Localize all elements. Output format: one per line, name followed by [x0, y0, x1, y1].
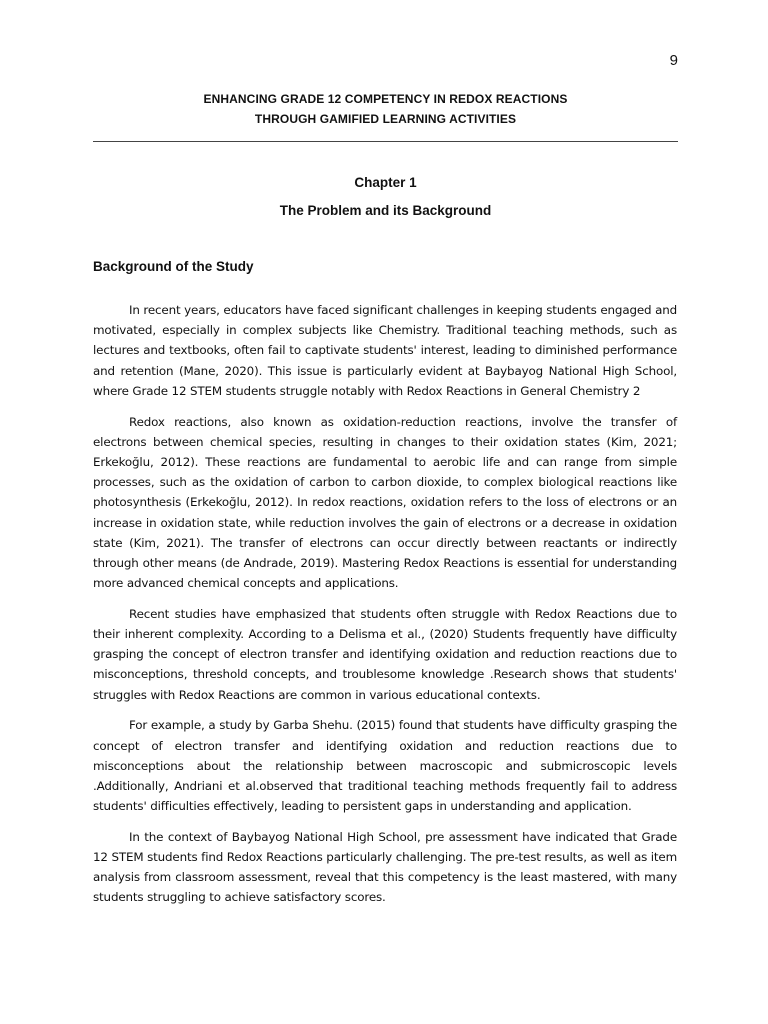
header-line-1: ENHANCING GRADE 12 COMPETENCY IN REDOX REACTIONS — [203, 92, 568, 106]
body-text — [93, 300, 677, 918]
header-divider — [93, 141, 678, 142]
paragraph: Redox reactions, also known as oxidation-reduction reactions, involve the transfer of electrons between chemical species, resulting in changes to their oxidation states (Kim, 2021; Erkekoğlu, 2012). These reactions are fundamental to aerobic life and can range from simple processes, such as the oxidation of carbon to carbon dioxide, to complex biological reactions like photosynthesis (Erkekoğlu, 2012). In redox reactions, oxidation refers to the loss of electrons or an increase in oxidation state, while reduction involves the gain of electrons or a decrease in oxidation state (Kim, 2021). The transfer of electrons can occur directly between reactants or indirectly through other means (de Andrade, 2019). Mastering Redox Reactions is essential for understanding more advanced chemical concepts and applications. — [93, 414, 677, 591]
paragraph: In recent years, educators have faced significant challenges in keeping students engaged and motivated, especially in complex subjects like Chemistry. Traditional teaching methods, such as lectures and textbooks, often fail to captivate students' interest, leading to diminished performance and retention (Mane, 2020). This issue is particularly evident at Baybayog National High School, where Grade 12 STEM students struggle notably with Redox Reactions in General Chemistry 2 — [93, 303, 677, 398]
header-line-2: THROUGH GAMIFIED LEARNING ACTIVITIES — [254, 112, 517, 126]
paragraph: For example, a study by Garba Shehu. (2015) found that students have difficulty grasping the concept of electron transfer and identifying oxidation and reduction reactions due to misconceptions about the relationship between macroscopic and submicroscopic levels .Additionally, Andriani et al.observed that traditional teaching methods frequently fail to address students' difficulties effectively, leading to persistent gaps in understanding and application. — [93, 718, 677, 814]
chapter-title: Chapter 1 — [354, 175, 417, 190]
page-number: 9 — [669, 52, 678, 69]
paragraph: In the context of Baybayog National High School, pre assessment have indicated that Grade 12 STEM students find Redox Reactions particularly challenging. The pre-test results, as well as item analysis from classroom assessment, reveal that this competency is the least mastered, with many students struggling to achieve satisfactory scores. — [93, 829, 678, 905]
section-heading: Background of the Study — [93, 259, 254, 274]
paragraph: Recent studies have emphasized that students often struggle with Redox Reactions due to their inherent complexity. According to a Delisma et al., (2020) Students frequently have difficulty grasping the concept of electron transfer and identifying oxidation and reduction reactions due to misconceptions, threshold concepts, and troublesome knowledge .Research shows that students' struggles with Redox Reactions are common in various educational contexts. — [93, 606, 677, 702]
chapter-subtitle: The Problem and its Background — [279, 203, 492, 218]
running-header — [93, 89, 678, 129]
